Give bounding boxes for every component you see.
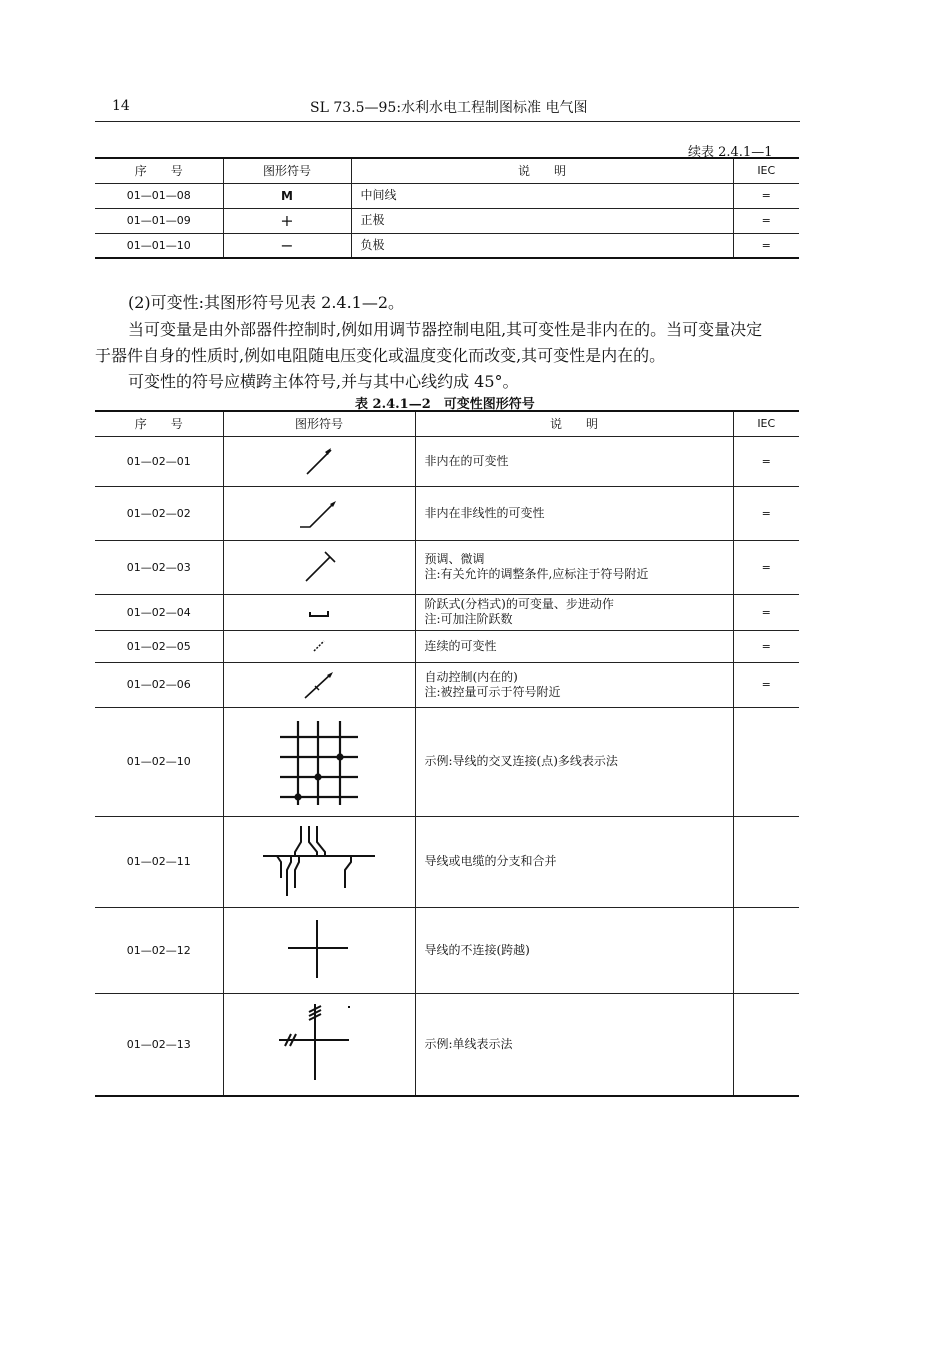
table-header-row: [95, 411, 799, 436]
table-row: [95, 183, 799, 208]
row-iec: =: [733, 233, 799, 258]
header-rule: [95, 121, 800, 122]
preset-adjustment-icon: [223, 540, 415, 594]
automatic-control-icon: [223, 662, 415, 707]
row-description: 示例:导线的交叉连接(点)多线表示法: [415, 707, 733, 816]
row-code: 01—02—05: [95, 630, 223, 662]
row-iec: =: [733, 486, 799, 540]
column-header-symbol: 图形符号: [223, 411, 415, 436]
row-iec: [733, 707, 799, 816]
row-description: 导线的不连接(跨越): [415, 907, 733, 993]
row-iec: =: [733, 630, 799, 662]
column-header-iec: IEC: [733, 158, 799, 183]
column-header-symbol: 图形符号: [223, 158, 351, 183]
row-code: 01—02—02: [95, 486, 223, 540]
row-description: 自动控制(内在的) 注:被控量可示于符号附近: [415, 662, 733, 707]
table-row: [95, 594, 799, 630]
single-line-representation-icon: [223, 993, 415, 1096]
non-inherent-variability-icon: [223, 436, 415, 486]
row-iec: =: [733, 594, 799, 630]
row-description: 中间线: [351, 183, 733, 208]
row-iec: =: [733, 208, 799, 233]
table-row: [95, 486, 799, 540]
row-iec: =: [733, 662, 799, 707]
table-row: [95, 233, 799, 258]
conductor-branch-merge-icon: [223, 816, 415, 907]
row-description: 正极: [351, 208, 733, 233]
row-description: 阶跃式(分档式)的可变量、步进动作 注:可加注阶跃数: [415, 594, 733, 630]
row-code: 01—02—06: [95, 662, 223, 707]
column-header-description: 说 明: [415, 411, 733, 436]
row-description: 连续的可变性: [415, 630, 733, 662]
row-code: 01—01—08: [95, 183, 223, 208]
symbol-table-continued: [95, 157, 799, 259]
row-code: 01—01—09: [95, 208, 223, 233]
symbol-midpoint-conductor: M: [223, 183, 351, 208]
row-iec: =: [733, 183, 799, 208]
row-iec: =: [733, 436, 799, 486]
row-description: 预调、微调 注:有关允许的调整条件,应标注于符号附近: [415, 540, 733, 594]
running-header-title: SL 73.5—95:水利水电工程制图标准 电气图: [310, 100, 588, 116]
row-iec: [733, 907, 799, 993]
table-row: [95, 662, 799, 707]
paragraph-line: 当可变量是由外部器件控制时,例如用调节器控制电阻,其可变性是非内在的。当可变量决定: [128, 320, 763, 339]
row-description: 导线或电缆的分支和合并: [415, 816, 733, 907]
page-number: 14: [112, 98, 130, 114]
step-variability-icon: [223, 594, 415, 630]
row-code: 01—02—04: [95, 594, 223, 630]
table-row: [95, 816, 799, 907]
row-code: 01—02—01: [95, 436, 223, 486]
table-row: [95, 436, 799, 486]
row-description: 非内在非线性的可变性: [415, 486, 733, 540]
table-caption: 表 2.4.1—2 可变性图形符号: [355, 397, 535, 412]
table-row: [95, 907, 799, 993]
column-header-number: 序 号: [95, 411, 223, 436]
row-description: 非内在的可变性: [415, 436, 733, 486]
row-code: 01—02—03: [95, 540, 223, 594]
variability-symbol-table: [95, 410, 799, 1097]
column-header-number: 序 号: [95, 158, 223, 183]
multi-line-crossing-connection-icon: [223, 707, 415, 816]
row-code: 01—01—10: [95, 233, 223, 258]
column-header-description: 说 明: [351, 158, 733, 183]
paragraph-line: 可变性的符号应横跨主体符号,并与其中心线约成 45°。: [128, 372, 519, 391]
row-code: 01—02—12: [95, 907, 223, 993]
table-row: [95, 540, 799, 594]
row-iec: =: [733, 540, 799, 594]
row-code: 01—02—13: [95, 993, 223, 1096]
row-iec: [733, 993, 799, 1096]
table-row: [95, 630, 799, 662]
row-description: 负极: [351, 233, 733, 258]
row-code: 01—02—10: [95, 707, 223, 816]
row-description: 示例:单线表示法: [415, 993, 733, 1096]
row-iec: [733, 816, 799, 907]
conductor-crossing-no-connection-icon: [223, 907, 415, 993]
column-header-iec: IEC: [733, 411, 799, 436]
symbol-negative: −: [223, 233, 351, 258]
non-inherent-nonlinear-variability-icon: [223, 486, 415, 540]
table-continued-label: 续表 2.4.1—1: [688, 145, 773, 160]
continuous-variability-icon: [223, 630, 415, 662]
paragraph-variability-heading: (2)可变性:其图形符号见表 2.4.1—2。: [128, 293, 405, 312]
row-code: 01—02—11: [95, 816, 223, 907]
table-header-row: [95, 158, 799, 183]
table-row: [95, 208, 799, 233]
symbol-positive: +: [223, 208, 351, 233]
paragraph-line: 于器件自身的性质时,例如电阻随电压变化或温度变化而改变,其可变性是内在的。: [95, 346, 666, 365]
table-row: [95, 993, 799, 1096]
table-row: [95, 707, 799, 816]
